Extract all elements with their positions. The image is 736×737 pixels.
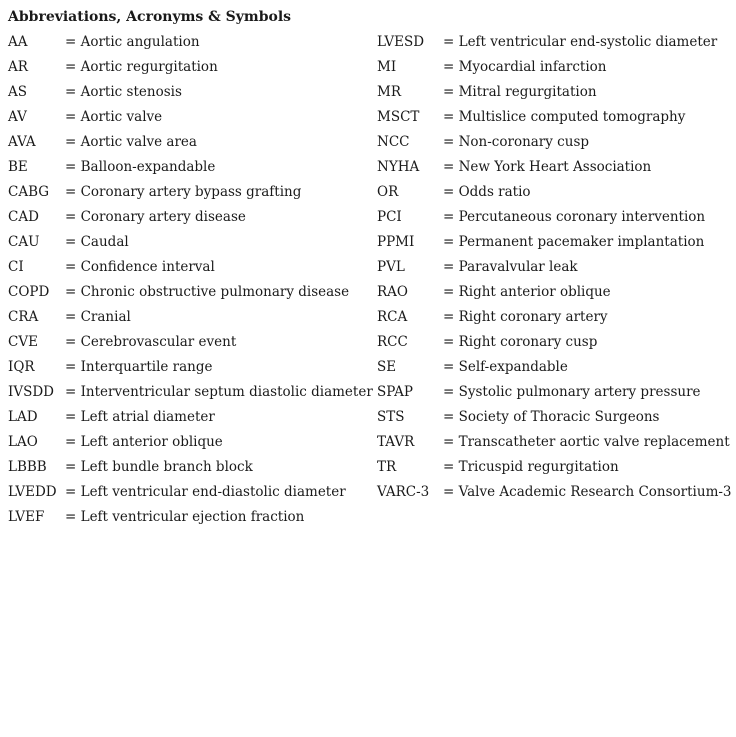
abbreviation-definition: = Left ventricular end-systolic diameter — [443, 34, 718, 50]
abbreviation-definition: = Right coronary cusp — [443, 334, 598, 350]
abbreviation-definition: = Aortic stenosis — [65, 84, 182, 100]
abbreviation-definition: = Coronary artery disease — [65, 209, 246, 225]
abbreviation-definition: = Interventricular septum diastolic diameter — [65, 384, 373, 400]
abbreviation-term: PVL — [377, 259, 405, 275]
abbreviation-definition: = Permanent pacemaker implantation — [443, 234, 705, 250]
abbreviation-definition: = Myocardial infarction — [443, 59, 607, 75]
abbreviation-term: NYHA — [377, 159, 420, 175]
abbreviation-term: TAVR — [377, 434, 415, 450]
abbreviation-term: CAU — [8, 234, 40, 250]
abbreviation-definition: = Left atrial diameter — [65, 409, 215, 425]
abbreviation-definition: = Multislice computed tomography — [443, 109, 686, 125]
abbreviation-term: AVA — [8, 134, 36, 150]
abbreviation-term: MSCT — [377, 109, 420, 125]
abbreviation-definition: = Odds ratio — [443, 184, 531, 200]
abbreviation-definition: = Systolic pulmonary artery pressure — [443, 384, 701, 400]
abbreviation-term: AV — [8, 109, 27, 125]
abbreviation-definition: = Left bundle branch block — [65, 459, 253, 475]
abbreviation-term: AR — [8, 59, 28, 75]
abbreviation-definition: = Non-coronary cusp — [443, 134, 590, 150]
abbreviation-definition: = Interquartile range — [65, 359, 213, 375]
abbreviation-definition: = Self-expandable — [443, 359, 568, 375]
abbreviation-term: CAD — [8, 209, 39, 225]
abbreviation-definition: = Left anterior oblique — [65, 434, 223, 450]
abbreviation-term: VARC-3 — [377, 484, 430, 500]
abbreviation-term: CRA — [8, 309, 39, 325]
abbreviation-definition: = Coronary artery bypass grafting — [65, 184, 302, 200]
abbreviation-term: MR — [377, 84, 401, 100]
abbreviation-term: IVSDD — [8, 384, 54, 400]
abbreviation-term: PCI — [377, 209, 402, 225]
abbreviation-definition: = Transcatheter aortic valve replacement — [443, 434, 730, 450]
abbreviation-definition: = Percutaneous coronary intervention — [443, 209, 706, 225]
abbreviation-definition: = Aortic angulation — [65, 34, 200, 50]
abbreviation-term: AA — [8, 34, 28, 50]
abbreviation-term: CABG — [8, 184, 50, 200]
abbreviation-term: STS — [377, 409, 405, 425]
abbreviation-term: NCC — [377, 134, 410, 150]
abbreviation-definition: = Tricuspid regurgitation — [443, 459, 619, 475]
abbreviation-definition: = Left ventricular ejection fraction — [65, 509, 305, 525]
abbreviation-definition: = New York Heart Association — [443, 159, 652, 175]
abbreviation-term: PPMI — [377, 234, 415, 250]
abbreviation-term: IQR — [8, 359, 35, 375]
abbreviation-term: MI — [377, 59, 397, 75]
abbreviation-term: AS — [8, 84, 27, 100]
abbreviation-definition: = Society of Thoracic Surgeons — [443, 409, 660, 425]
abbreviation-term: LAO — [8, 434, 38, 450]
abbreviation-term: OR — [377, 184, 399, 200]
abbreviation-definition: = Right coronary artery — [443, 309, 608, 325]
abbreviation-term: LVEDD — [8, 484, 57, 500]
abbreviation-definition: = Left ventricular end-diastolic diameter — [65, 484, 346, 500]
abbreviation-definition: = Caudal — [65, 234, 129, 250]
abbreviation-term: TR — [377, 459, 397, 475]
abbreviation-definition: = Confidence interval — [65, 259, 215, 275]
abbreviation-definition: = Cerebrovascular event — [65, 334, 237, 350]
abbreviation-definition: = Aortic valve — [65, 109, 163, 125]
abbreviation-definition: = Mitral regurgitation — [443, 84, 597, 100]
abbreviation-definition: = Balloon-expandable — [65, 159, 216, 175]
page-title: Abbreviations, Acronyms & Symbols — [8, 9, 292, 25]
abbreviation-term: BE — [8, 159, 28, 175]
abbreviation-term: CVE — [8, 334, 38, 350]
abbreviation-definition: = Cranial — [65, 309, 131, 325]
abbreviation-term: SPAP — [377, 384, 413, 400]
abbreviation-term: LVEF — [8, 509, 45, 525]
abbreviation-definition: = Valve Academic Research Consortium-3 — [443, 484, 732, 500]
abbreviation-term: RCA — [377, 309, 408, 325]
abbreviation-definition: = Aortic valve area — [65, 134, 197, 150]
abbreviation-term: RCC — [377, 334, 408, 350]
abbreviation-term: CI — [8, 259, 24, 275]
abbreviation-definition: = Aortic regurgitation — [65, 59, 218, 75]
abbreviation-definition: = Chronic obstructive pulmonary disease — [65, 284, 350, 300]
abbreviation-term: LVESD — [377, 34, 425, 50]
abbreviation-definition: = Right anterior oblique — [443, 284, 611, 300]
abbreviation-term: LAD — [8, 409, 38, 425]
abbreviation-term: SE — [377, 359, 397, 375]
abbreviation-term: RAO — [377, 284, 408, 300]
abbreviation-term: LBBB — [8, 459, 47, 475]
abbreviation-definition: = Paravalvular leak — [443, 259, 578, 275]
abbreviation-term: COPD — [8, 284, 50, 300]
